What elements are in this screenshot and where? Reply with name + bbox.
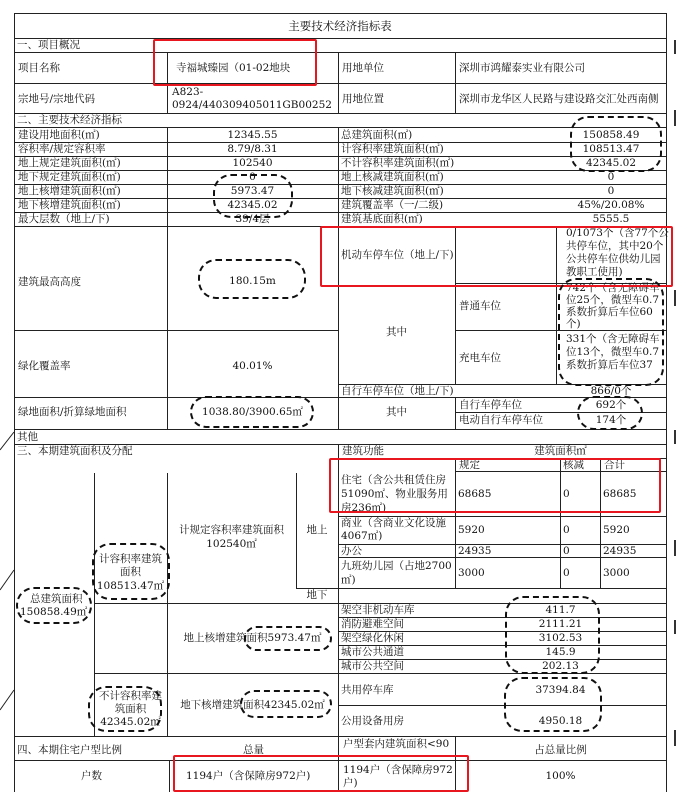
indicator-label: 建筑基底面积(㎡) bbox=[341, 213, 423, 225]
indicator-value: 42345.02 bbox=[227, 199, 278, 211]
max-height-value: 180.15m bbox=[229, 275, 276, 287]
area-header: 建筑面积㎡ bbox=[534, 445, 587, 457]
indicator-label: 总建筑面积(㎡) bbox=[341, 129, 413, 141]
section-2-heading: 二、主要技术经济指标 bbox=[17, 114, 122, 126]
qizhong-label-2: 其中 bbox=[386, 406, 407, 418]
highlight-households bbox=[173, 755, 469, 792]
indicator-value: 0 bbox=[249, 171, 256, 183]
indicator-label: 建设用地面积(㎡) bbox=[18, 129, 100, 141]
function-value: 5920 bbox=[603, 524, 630, 536]
function-name: 4067㎡) bbox=[341, 530, 383, 542]
cloud-parking-equipment bbox=[504, 677, 602, 732]
hezeng-value: 2111.21 bbox=[538, 618, 583, 630]
jirong-area-label: 面积 bbox=[120, 566, 141, 578]
indicator-label: 地上规定建筑面积(㎡) bbox=[18, 157, 121, 169]
normal-parking-value: 742个（含无障碍车 bbox=[566, 282, 660, 294]
hezeng-area-label: 地上核增建筑面积5973.47㎡ bbox=[183, 632, 322, 644]
ebike-label: 电动自行车停车位 bbox=[459, 414, 543, 426]
charging-parking-value: 系数折算后车位37 bbox=[566, 359, 653, 371]
land-location-label: 用地位置 bbox=[342, 93, 384, 105]
cloud-height bbox=[198, 259, 306, 299]
function-name: 商业（含商业文化设施 bbox=[341, 517, 446, 529]
indicator-value: 5555.5 bbox=[592, 213, 630, 225]
indicator-value: 108513.47 bbox=[582, 143, 640, 155]
qizhong-label: 其中 bbox=[386, 326, 407, 338]
land-unit-label: 用地单位 bbox=[342, 62, 384, 74]
hezeng-item: 城市公共空间 bbox=[341, 660, 404, 672]
dixia-hezeng-label: 地下核增建筑面积42345.02㎡ bbox=[180, 699, 325, 711]
function-value: 5920 bbox=[458, 524, 485, 536]
section-3-heading: 三、本期建筑面积及分配 bbox=[17, 445, 133, 457]
indicator-label: 地下核增建筑面积(㎡) bbox=[18, 199, 121, 211]
indicator-label: 计容积率建筑面积(㎡) bbox=[341, 143, 444, 155]
cloud-hezeng-values-list bbox=[505, 596, 600, 674]
charging-parking-value: 331个（含无障碍车 bbox=[566, 333, 660, 345]
highlight-residential bbox=[329, 458, 661, 513]
jirong-area-label: 计容积率建筑 bbox=[99, 553, 162, 565]
normal-parking-value: 位25个，微型车0.7 bbox=[566, 294, 660, 306]
cloud-hezeng-values bbox=[213, 174, 293, 218]
function-name: ㎡) bbox=[341, 574, 356, 586]
function-name: 51090㎡、物业服务用 bbox=[341, 488, 448, 500]
function-value: 0 bbox=[563, 545, 570, 557]
guiding-header: 规定 bbox=[459, 459, 480, 471]
jirong-area-value: 108513.47㎡ bbox=[96, 580, 165, 592]
indicator-value: 0 bbox=[607, 185, 615, 197]
ebike-value: 174个 bbox=[595, 414, 627, 426]
hezeng-item: 城市公共通道 bbox=[341, 646, 404, 658]
heji-header: 合计 bbox=[604, 459, 625, 471]
indicator-label: 地上核增建筑面积(㎡) bbox=[18, 185, 121, 197]
indicator-value: 0 bbox=[607, 171, 615, 183]
guiding-area-value: 102540㎡ bbox=[206, 538, 257, 550]
indicator-label: 不计容积率建筑面积(㎡) bbox=[341, 157, 455, 169]
land-unit-value: 深圳市鸿耀泰实业有限公司 bbox=[459, 62, 585, 74]
dixia-label: 地下 bbox=[306, 589, 328, 601]
charging-parking-value: 位13个，微型车0.7 bbox=[566, 346, 660, 358]
function-name: 九班幼儿园（占地2700 bbox=[341, 560, 452, 572]
indicator-value: 45%/20.08% bbox=[577, 199, 645, 211]
indicator-value: 102540 bbox=[232, 157, 273, 169]
motor-parking-value: 0/1073个（含77个公 bbox=[566, 227, 669, 239]
bujirong-label: 不计容积率建 bbox=[99, 690, 162, 702]
charging-parking-label: 充电车位 bbox=[459, 352, 501, 364]
total-area-value: 150858.49㎡ bbox=[20, 606, 88, 618]
normal-parking-value: 个) bbox=[566, 318, 581, 330]
indicator-label: 最大层数（地上/下) bbox=[18, 213, 110, 225]
function-name: 办公 bbox=[341, 545, 362, 557]
hezeng-value: 411.7 bbox=[545, 604, 576, 616]
indicator-value: 39/4层 bbox=[235, 213, 270, 225]
motor-parking-label: 机动车停车位（地上/下) bbox=[341, 249, 454, 261]
hezeng-item: 消防避难空间 bbox=[341, 618, 404, 630]
indicator-value: 42345.02 bbox=[585, 157, 637, 169]
function-name: 住宅（含公共租赁住房 bbox=[341, 474, 446, 486]
function-value: 24935 bbox=[603, 545, 637, 557]
function-value: 0 bbox=[563, 488, 570, 500]
bike-parking-label: 自行车停车位（地上/下) bbox=[341, 385, 454, 397]
indicator-label: 地下规定建筑面积(㎡) bbox=[18, 171, 121, 183]
indicator-label: 地上核减建筑面积(㎡) bbox=[341, 171, 444, 183]
shared-parking-label: 共用停车库 bbox=[341, 684, 394, 696]
guiding-area-label: 计规定容积率建筑面积 bbox=[179, 524, 284, 536]
cloud-bujirong bbox=[88, 686, 162, 732]
cloud-green-area bbox=[190, 396, 314, 428]
section-4-heading: 四、本期住宅户型比例 bbox=[17, 744, 122, 756]
margin-marks bbox=[0, 430, 16, 730]
households-value-2: 1194户（含保障房972 bbox=[343, 764, 453, 776]
cloud-total-areas bbox=[570, 116, 662, 172]
motor-parking-value: 共停车位，其中20个 bbox=[566, 240, 664, 252]
cloud-jirong bbox=[92, 543, 170, 600]
green-coverage-label: 绿化覆盖率 bbox=[18, 360, 71, 372]
function-value: 24935 bbox=[458, 545, 492, 557]
bike-parking-value: 866/0个 bbox=[590, 385, 632, 397]
land-code-label: 宗地号/宗地代码 bbox=[18, 93, 96, 105]
indicator-value: 150858.49 bbox=[582, 129, 640, 141]
green-area-label: 绿地面积/折算绿地面积 bbox=[18, 406, 127, 418]
function-value: 3000 bbox=[603, 567, 630, 579]
equipment-room-value: 4950.18 bbox=[538, 715, 583, 727]
section-1-heading: 一、项目概况 bbox=[17, 39, 80, 51]
indicator-label: 建筑覆盖率（一/二级) bbox=[341, 199, 444, 211]
households-value-2: 户) bbox=[343, 777, 358, 789]
indicator-value: 8.79/8.31 bbox=[227, 143, 278, 155]
function-value: 68685 bbox=[458, 488, 492, 500]
max-height-label: 建筑最高高度 bbox=[18, 276, 81, 288]
normal-parking-label: 普通车位 bbox=[459, 300, 501, 312]
land-code-value-2: 0924/440309405011GB00252 bbox=[172, 99, 332, 111]
function-name: 房236㎡) bbox=[341, 502, 387, 514]
ratio-header: 占总量比例 bbox=[534, 744, 587, 756]
bike2-label: 自行车停车位 bbox=[459, 399, 522, 411]
total-header: 总量 bbox=[243, 744, 264, 756]
land-code-value-1: A823- bbox=[172, 86, 204, 98]
green-area-value: 1038.80/3900.65㎡ bbox=[202, 406, 303, 418]
indicator-value: 12345.55 bbox=[227, 129, 278, 141]
indicator-label: 容积率/规定容积率 bbox=[18, 143, 106, 155]
cloud-bike-values bbox=[577, 396, 643, 430]
households-label: 户数 bbox=[81, 770, 102, 782]
other-heading: 其他 bbox=[17, 431, 38, 443]
indicator-value: 5973.47 bbox=[230, 185, 275, 197]
hezeng-value: 202.13 bbox=[542, 660, 579, 672]
cloud-hezeng-label bbox=[244, 626, 332, 651]
function-value: 3000 bbox=[458, 567, 485, 579]
unit-area-header: 户型套内建筑面积<90 bbox=[343, 738, 450, 750]
cloud-total-building bbox=[16, 587, 92, 624]
land-location-value: 深圳市龙华区人民路与建设路交汇处西南侧 bbox=[459, 93, 659, 105]
dishang-label: 地上 bbox=[306, 524, 328, 536]
normal-parking-value: 系数折算后车位60 bbox=[566, 306, 653, 318]
households-ratio: 100% bbox=[545, 770, 576, 782]
function-value: 0 bbox=[563, 567, 570, 579]
hezeng-value: 3102.53 bbox=[538, 632, 583, 644]
bujirong-value: 42345.02㎡ bbox=[100, 716, 161, 728]
shared-parking-value: 37394.84 bbox=[535, 684, 586, 696]
hezeng-item: 架空非机动车库 bbox=[341, 604, 415, 616]
bike2-value: 692个 bbox=[595, 399, 627, 411]
indicator-label: 地下核减建筑面积(㎡) bbox=[341, 185, 444, 197]
bujirong-label: 筑面积 bbox=[114, 703, 147, 715]
function-header: 建筑功能 bbox=[342, 445, 384, 457]
function-value: 68685 bbox=[603, 488, 637, 500]
motor-parking-value: 教职工使用) bbox=[566, 266, 623, 278]
equipment-room-label: 公用设备用房 bbox=[341, 715, 404, 727]
hejian-header: 核减 bbox=[563, 459, 584, 471]
function-value: 0 bbox=[563, 524, 570, 536]
green-coverage-value: 40.01% bbox=[232, 360, 273, 372]
households-value: 1194户（含保障房972户) bbox=[186, 770, 311, 782]
project-name-value: 寺福城臻园（01-02地块 bbox=[176, 62, 291, 74]
cloud-dixia-hezeng bbox=[240, 690, 332, 718]
highlight-project-name bbox=[153, 39, 317, 86]
project-name-label: 项目名称 bbox=[18, 62, 60, 74]
hezeng-item: 架空绿化休闲 bbox=[341, 632, 404, 644]
hezeng-value: 145.9 bbox=[545, 646, 576, 658]
total-area-label: 总建筑面积 bbox=[30, 593, 83, 605]
table-title: 主要技术经济指标表 bbox=[288, 19, 392, 33]
cloud-parking-values bbox=[558, 278, 664, 386]
motor-parking-value: 公共停车位供幼儿园 bbox=[566, 253, 661, 265]
